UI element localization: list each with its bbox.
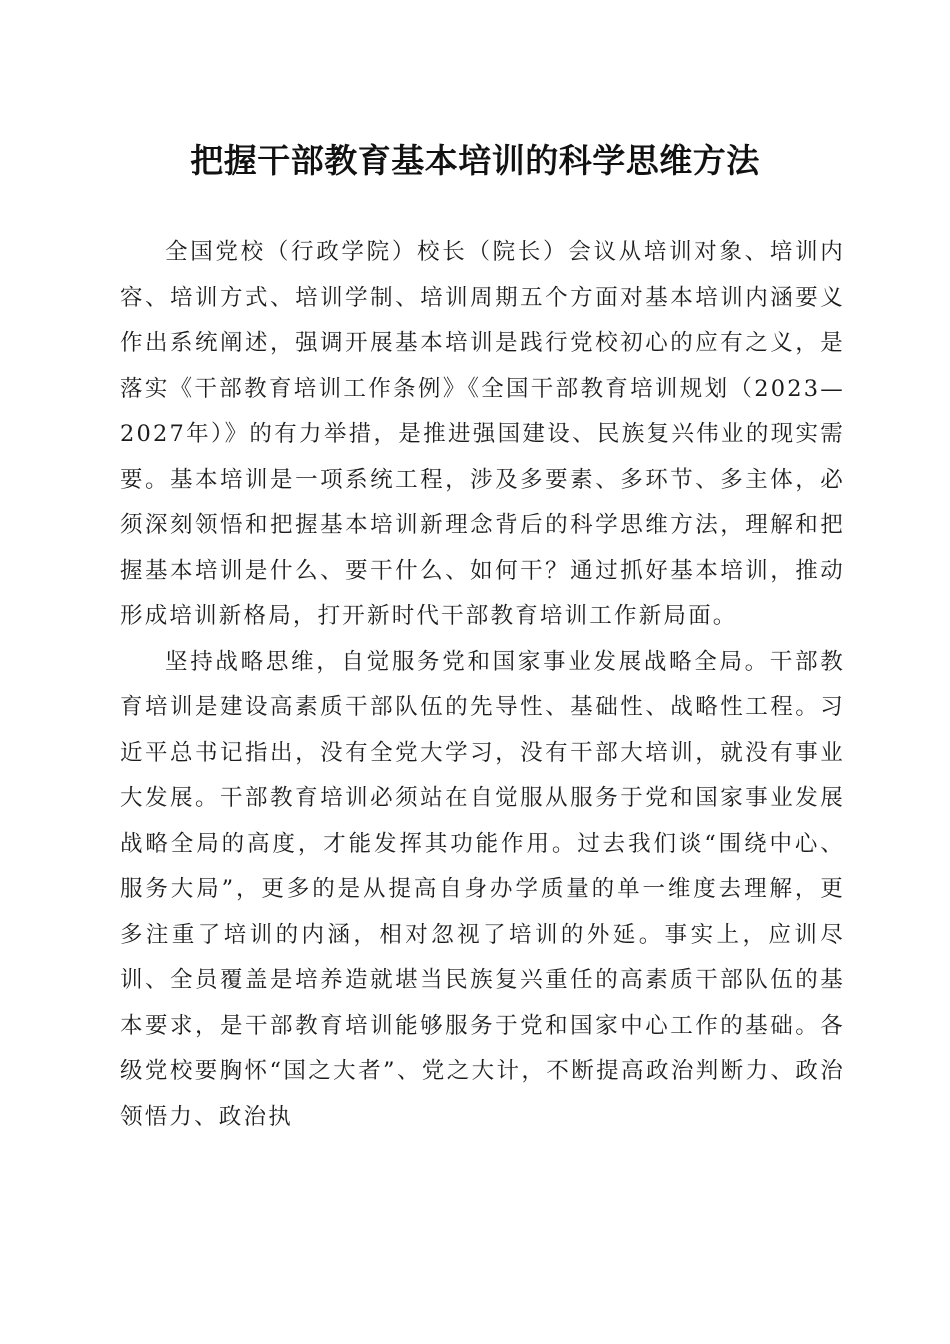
document-title: 把握干部教育基本培训的科学思维方法 [190, 141, 760, 180]
document-body [120, 230, 845, 1140]
paragraph-strategic-thinking: 坚持战略思维，自觉服务党和国家事业发展战略全局。干部教育培训是建设高素质干部队伍的先导性、基础性、战略性工程。习近平总书记指出，没有全党大学习，没有干部大培训，就没有事业大发展。干部教育培训必须站在自觉服从服务于党和国家事业发展战略全局的高度，才能发挥其功能作用。过去我们谈“围绕中心、服务大局”，更多的是从提高自身办学质量的单一维度去理解，更多注重了培训的内涵，相对忽视了培训的外延。事实上，应训尽训、全员覆盖是培养造就堪当民族复兴重任的高素质干部队伍的基本要求，是干部教育培训能够服务于党和国家中心工作的基础。各级党校要胸怀“国之大者”、党之大计，不断提高政治判断力、政治领悟力、政治执 [120, 648, 845, 1130]
paragraph-intro: 全国党校（行政学院）校长（院长）会议从培训对象、培训内容、培训方式、培训学制、培训周期五个方面对基本培训内涵要义作出系统阐述，强调开展基本培训是践行党校初心的应有之义，是落实《干部教育培训工作条例》《全国干部教育培训规划（2023—2027年）》的有力举措，是推进强国建设、民族复兴伟业的现实需要。基本培训是一项系统工程，涉及多要素、多环节、多主体，必须深刻领悟和把握基本培训新理念背后的科学思维方法，理解和把握基本培训是什么、要干什么、如何干？通过抓好基本培训，推动形成培训新格局，打开新时代干部教育培训工作新局面。 [120, 239, 845, 629]
